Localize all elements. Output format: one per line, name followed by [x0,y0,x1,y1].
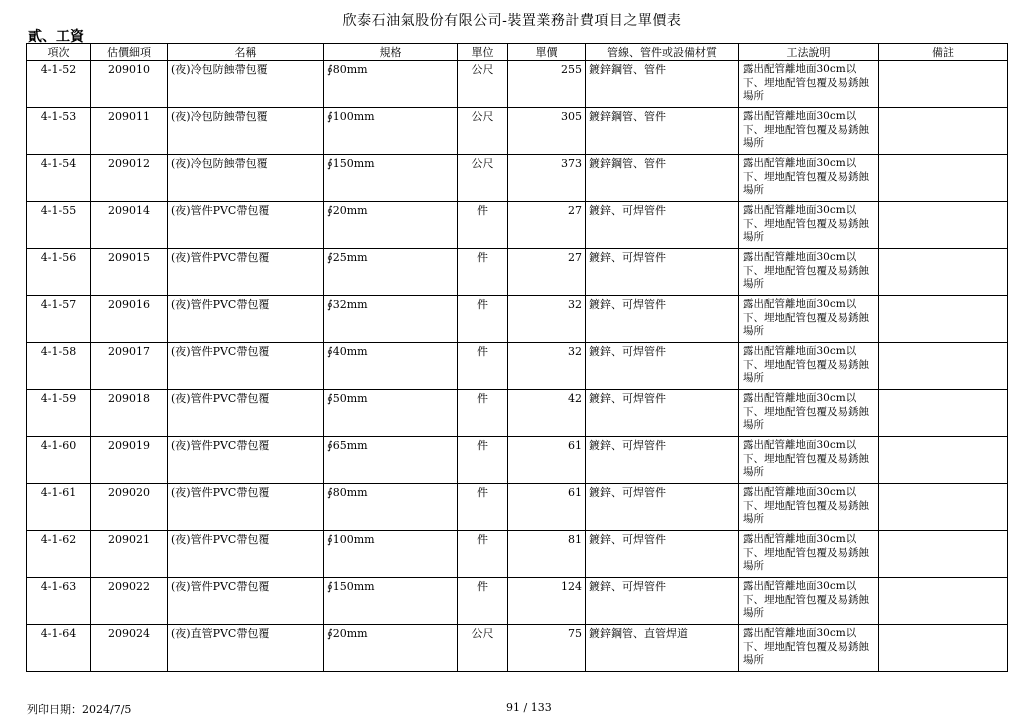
cell-material: 鍍鋅鋼管、直管焊道 [586,625,739,672]
cell-name: (夜)管件PVC帶包覆 [168,531,324,578]
cell-name: (夜)管件PVC帶包覆 [168,437,324,484]
cell-item-no: 4-1-60 [27,437,91,484]
cell-unit: 件 [458,484,508,531]
section-title: 貳、工資 [28,29,84,45]
cell-spec: ∮25mm [324,249,458,296]
price-table [26,43,1008,672]
cell-code: 209020 [91,484,168,531]
cell-name: (夜)冷包防蝕帶包覆 [168,108,324,155]
cell-method: 露出配管離地面30cm以下、埋地配管包覆及易銹蝕場所 [739,531,879,578]
table-row [27,343,1008,390]
cell-unit: 件 [458,249,508,296]
table-row [27,437,1008,484]
cell-note [879,155,1008,202]
cell-unit: 件 [458,578,508,625]
header-material: 管線、管件或設備材質 [586,44,739,61]
cell-code: 209022 [91,578,168,625]
cell-material: 鍍鋅、可焊管件 [586,484,739,531]
cell-name: (夜)管件PVC帶包覆 [168,484,324,531]
cell-method: 露出配管離地面30cm以下、埋地配管包覆及易銹蝕場所 [739,484,879,531]
cell-material: 鍍鋅、可焊管件 [586,202,739,249]
cell-name: (夜)管件PVC帶包覆 [168,202,324,249]
header-method: 工法說明 [739,44,879,61]
cell-note [879,437,1008,484]
cell-spec: ∮40mm [324,343,458,390]
cell-item-no: 4-1-61 [27,484,91,531]
cell-material: 鍍鋅、可焊管件 [586,343,739,390]
cell-unit: 公尺 [458,625,508,672]
cell-price: 75 [508,625,586,672]
cell-name: (夜)直管PVC帶包覆 [168,625,324,672]
table-row [27,296,1008,343]
cell-note [879,108,1008,155]
cell-unit: 公尺 [458,155,508,202]
cell-material: 鍍鋅鋼管、管件 [586,155,739,202]
cell-code: 209018 [91,390,168,437]
document-title: 欣泰石油氣股份有限公司-裝置業務計費項目之單價表 [342,13,682,29]
cell-note [879,578,1008,625]
cell-unit: 件 [458,437,508,484]
cell-note [879,249,1008,296]
cell-method: 露出配管離地面30cm以下、埋地配管包覆及易銹蝕場所 [739,390,879,437]
cell-note [879,390,1008,437]
cell-note [879,531,1008,578]
cell-spec: ∮100mm [324,108,458,155]
cell-spec: ∮20mm [324,202,458,249]
cell-code: 209016 [91,296,168,343]
cell-code: 209019 [91,437,168,484]
cell-code: 209012 [91,155,168,202]
cell-item-no: 4-1-57 [27,296,91,343]
cell-price: 255 [508,61,586,108]
cell-note [879,343,1008,390]
table-row [27,108,1008,155]
header-item-no: 項次 [27,44,91,61]
cell-code: 209021 [91,531,168,578]
cell-note [879,296,1008,343]
cell-item-no: 4-1-55 [27,202,91,249]
cell-spec: ∮65mm [324,437,458,484]
cell-method: 露出配管離地面30cm以下、埋地配管包覆及易銹蝕場所 [739,625,879,672]
cell-price: 124 [508,578,586,625]
cell-price: 27 [508,202,586,249]
cell-item-no: 4-1-58 [27,343,91,390]
cell-method: 露出配管離地面30cm以下、埋地配管包覆及易銹蝕場所 [739,578,879,625]
cell-material: 鍍鋅、可焊管件 [586,578,739,625]
cell-spec: ∮100mm [324,531,458,578]
cell-note [879,484,1008,531]
cell-item-no: 4-1-59 [27,390,91,437]
cell-price: 61 [508,484,586,531]
cell-material: 鍍鋅鋼管、管件 [586,61,739,108]
cell-spec: ∮150mm [324,578,458,625]
cell-code: 209014 [91,202,168,249]
print-date: 列印日期：2024/7/5 [27,703,132,716]
cell-unit: 件 [458,202,508,249]
cell-material: 鍍鋅、可焊管件 [586,390,739,437]
cell-item-no: 4-1-63 [27,578,91,625]
cell-price: 42 [508,390,586,437]
cell-price: 61 [508,437,586,484]
cell-name: (夜)管件PVC帶包覆 [168,578,324,625]
cell-material: 鍍鋅、可焊管件 [586,296,739,343]
cell-item-no: 4-1-53 [27,108,91,155]
cell-unit: 件 [458,390,508,437]
cell-code: 209024 [91,625,168,672]
header-unit: 單位 [458,44,508,61]
cell-method: 露出配管離地面30cm以下、埋地配管包覆及易銹蝕場所 [739,249,879,296]
cell-method: 露出配管離地面30cm以下、埋地配管包覆及易銹蝕場所 [739,437,879,484]
cell-name: (夜)管件PVC帶包覆 [168,343,324,390]
cell-unit: 件 [458,531,508,578]
cell-spec: ∮32mm [324,296,458,343]
cell-method: 露出配管離地面30cm以下、埋地配管包覆及易銹蝕場所 [739,61,879,108]
table-row [27,155,1008,202]
cell-method: 露出配管離地面30cm以下、埋地配管包覆及易銹蝕場所 [739,296,879,343]
table-row [27,390,1008,437]
page-number: 91 / 133 [506,701,552,714]
cell-spec: ∮80mm [324,484,458,531]
cell-material: 鍍鋅、可焊管件 [586,531,739,578]
header-price: 單價 [508,44,586,61]
cell-name: (夜)冷包防蝕帶包覆 [168,155,324,202]
cell-code: 209011 [91,108,168,155]
cell-note [879,61,1008,108]
cell-spec: ∮50mm [324,390,458,437]
cell-spec: ∮150mm [324,155,458,202]
cell-price: 32 [508,296,586,343]
cell-code: 209010 [91,61,168,108]
cell-material: 鍍鋅、可焊管件 [586,437,739,484]
header-note: 備註 [879,44,1008,61]
table-row [27,484,1008,531]
cell-item-no: 4-1-52 [27,61,91,108]
cell-item-no: 4-1-56 [27,249,91,296]
table-row [27,625,1008,672]
cell-item-no: 4-1-62 [27,531,91,578]
table-row [27,578,1008,625]
cell-code: 209017 [91,343,168,390]
cell-unit: 件 [458,343,508,390]
cell-name: (夜)管件PVC帶包覆 [168,249,324,296]
cell-price: 32 [508,343,586,390]
cell-note [879,202,1008,249]
table-body [27,61,1008,672]
cell-spec: ∮80mm [324,61,458,108]
cell-method: 露出配管離地面30cm以下、埋地配管包覆及易銹蝕場所 [739,155,879,202]
header-spec: 規格 [324,44,458,61]
cell-item-no: 4-1-64 [27,625,91,672]
cell-method: 露出配管離地面30cm以下、埋地配管包覆及易銹蝕場所 [739,343,879,390]
header-name: 名稱 [168,44,324,61]
cell-material: 鍍鋅、可焊管件 [586,249,739,296]
table-row [27,531,1008,578]
cell-unit: 件 [458,296,508,343]
cell-material: 鍍鋅鋼管、管件 [586,108,739,155]
cell-unit: 公尺 [458,61,508,108]
cell-code: 209015 [91,249,168,296]
cell-unit: 公尺 [458,108,508,155]
cell-price: 305 [508,108,586,155]
cell-method: 露出配管離地面30cm以下、埋地配管包覆及易銹蝕場所 [739,108,879,155]
cell-price: 373 [508,155,586,202]
table-row [27,249,1008,296]
cell-item-no: 4-1-54 [27,155,91,202]
cell-name: (夜)管件PVC帶包覆 [168,296,324,343]
cell-price: 27 [508,249,586,296]
table-row [27,202,1008,249]
table-row [27,61,1008,108]
cell-name: (夜)管件PVC帶包覆 [168,390,324,437]
cell-name: (夜)冷包防蝕帶包覆 [168,61,324,108]
cell-spec: ∮20mm [324,625,458,672]
table-header-row [27,44,1008,61]
cell-method: 露出配管離地面30cm以下、埋地配管包覆及易銹蝕場所 [739,202,879,249]
cell-price: 81 [508,531,586,578]
header-code: 估價細項 [91,44,168,61]
cell-note [879,625,1008,672]
